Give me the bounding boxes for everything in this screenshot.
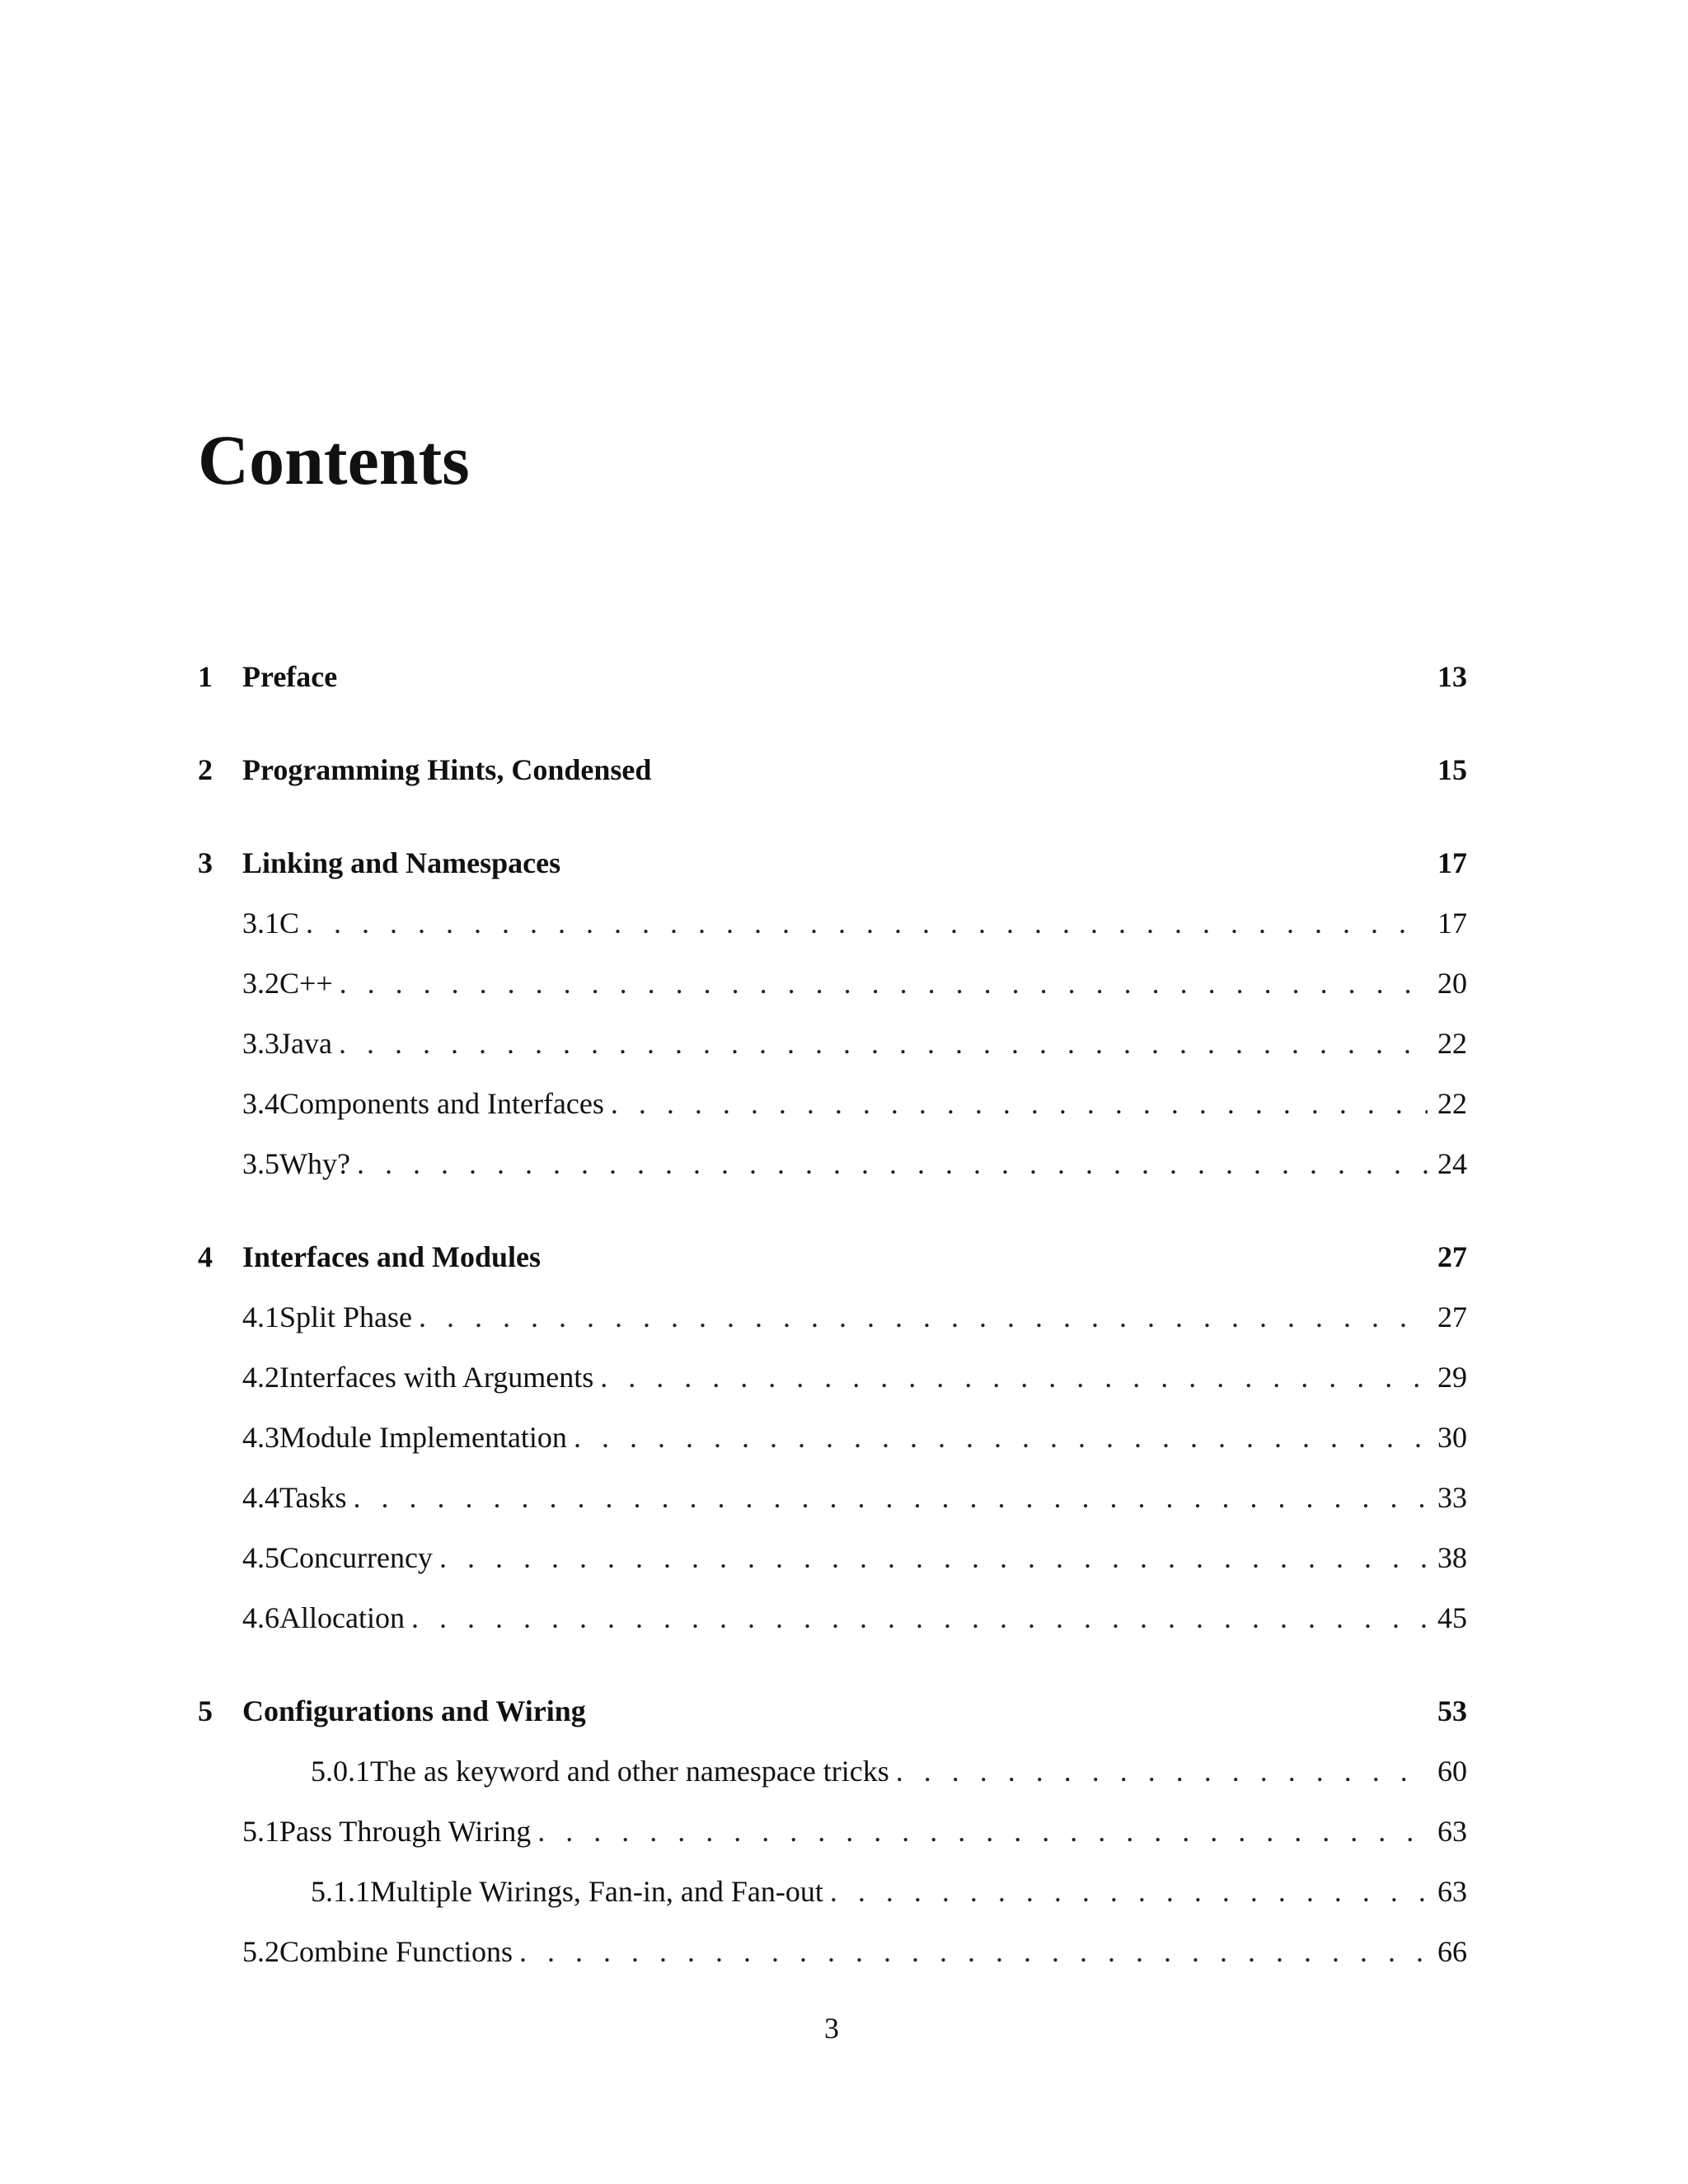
toc-entry-number: 5.1.1	[311, 1875, 370, 1908]
dot-leader	[353, 1480, 1428, 1515]
toc-section-row[interactable]	[198, 1300, 1467, 1341]
toc-entry-page[interactable]: 24	[1437, 1147, 1467, 1180]
toc-entry-page[interactable]: 53	[1437, 1694, 1467, 1727]
toc-entry-number: 3	[198, 846, 213, 879]
toc-entry-number: 3.5	[242, 1147, 279, 1180]
toc-entry-page[interactable]: 27	[1437, 1240, 1467, 1273]
toc-entry-number: 3.1	[242, 907, 279, 940]
toc-entry-number: 5.2	[242, 1935, 279, 1968]
toc-entry-page[interactable]: 63	[1437, 1875, 1467, 1908]
toc-entry-title[interactable]: Concurrency	[279, 1541, 433, 1574]
toc-section-row[interactable]	[198, 1086, 1467, 1127]
dot-leader	[306, 906, 1428, 940]
toc-entry-page[interactable]: 27	[1437, 1301, 1467, 1333]
dot-leader	[600, 1360, 1428, 1394]
toc-entry-page[interactable]: 63	[1437, 1815, 1467, 1848]
toc-section-row[interactable]	[198, 966, 1467, 1007]
toc-entry-page[interactable]: 15	[1437, 753, 1467, 786]
dot-leader	[611, 1086, 1428, 1121]
toc-section-row[interactable]	[198, 1026, 1467, 1067]
toc-section-row[interactable]	[198, 1480, 1467, 1521]
toc-entry-title[interactable]: Pass Through Wiring	[279, 1815, 532, 1848]
toc-entry-title[interactable]: Tasks	[279, 1481, 347, 1514]
toc-entry-page[interactable]: 22	[1437, 1027, 1467, 1060]
toc-entry-number: 4.4	[242, 1481, 279, 1514]
toc-entry-title[interactable]: Configurations and Wiring	[242, 1694, 586, 1727]
toc-section-row[interactable]	[198, 1360, 1467, 1401]
page-number: 3	[824, 2012, 839, 2045]
toc-entry-number: 3.4	[242, 1087, 279, 1120]
toc-chapter-row[interactable]	[198, 846, 1467, 887]
toc-entry-page[interactable]: 66	[1437, 1935, 1467, 1968]
dot-leader	[574, 1420, 1428, 1455]
toc-entry-title[interactable]: Interfaces and Modules	[242, 1240, 541, 1273]
toc-entry-number: 4.5	[242, 1541, 279, 1574]
toc-entry-number: 4.6	[242, 1601, 279, 1634]
toc-entry-title[interactable]: Programming Hints, Condensed	[242, 753, 652, 786]
toc-entry-page[interactable]: 33	[1437, 1481, 1467, 1514]
toc-entry-page[interactable]: 30	[1437, 1421, 1467, 1454]
dot-leader	[411, 1601, 1428, 1635]
toc-entry-page[interactable]: 17	[1437, 846, 1467, 879]
toc-entry-title[interactable]: Module Implementation	[279, 1421, 567, 1454]
toc-entry-title[interactable]: Linking and Namespaces	[242, 846, 561, 879]
toc-entry-title[interactable]: Preface	[242, 660, 338, 693]
toc-entry-title[interactable]: The as keyword and other namespace tricks	[370, 1755, 889, 1788]
dot-leader	[340, 966, 1428, 1001]
toc-entry-title[interactable]: C++	[279, 967, 333, 1000]
toc-entry-title[interactable]: Java	[279, 1027, 332, 1060]
toc-section-row[interactable]	[198, 906, 1467, 947]
toc-entry-title[interactable]: C	[279, 907, 300, 940]
toc-chapter-row[interactable]	[198, 1240, 1467, 1281]
toc-section-row[interactable]	[198, 1601, 1467, 1642]
dot-leader	[830, 1874, 1428, 1909]
toc-entry-title[interactable]: Interfaces with Arguments	[279, 1361, 594, 1394]
dot-leader	[339, 1026, 1428, 1061]
dot-leader	[896, 1754, 1428, 1788]
dot-leader	[439, 1540, 1428, 1575]
toc-section-row[interactable]	[198, 1420, 1467, 1461]
toc-chapter-row[interactable]	[198, 1694, 1467, 1735]
toc-entry-number: 4.1	[242, 1301, 279, 1333]
toc-subsection-row[interactable]	[198, 1874, 1467, 1915]
toc-entry-page[interactable]: 45	[1437, 1601, 1467, 1634]
toc-entry-page[interactable]: 22	[1437, 1087, 1467, 1120]
toc-entry-title[interactable]: Multiple Wirings, Fan-in, and Fan-out	[370, 1875, 823, 1908]
dot-leader	[537, 1814, 1428, 1849]
toc-section-row[interactable]	[198, 1540, 1467, 1582]
toc-entry-page[interactable]: 17	[1437, 907, 1467, 940]
toc-entry-page[interactable]: 20	[1437, 967, 1467, 1000]
toc-entry-number: 4	[198, 1240, 213, 1273]
toc-section-row[interactable]	[198, 1934, 1467, 1975]
page-title: Contents	[198, 420, 470, 499]
toc-subsection-row[interactable]	[198, 1754, 1467, 1795]
toc-section-row[interactable]	[198, 1814, 1467, 1855]
toc-chapter-row[interactable]	[198, 659, 1467, 701]
toc-entry-title[interactable]: Why?	[279, 1147, 350, 1180]
toc-entry-number: 4.2	[242, 1361, 279, 1394]
toc-entry-number: 3.3	[242, 1027, 279, 1060]
toc-entry-number: 5.1	[242, 1815, 279, 1848]
toc-chapter-row[interactable]	[198, 752, 1467, 794]
toc-entry-title[interactable]: Combine Functions	[279, 1935, 513, 1968]
toc-entry-page[interactable]: 29	[1437, 1361, 1467, 1394]
toc-entry-number: 5	[198, 1694, 213, 1727]
toc-entry-number: 2	[198, 753, 213, 786]
dot-leader	[419, 1300, 1428, 1334]
toc-entry-title[interactable]: Components and Interfaces	[279, 1087, 604, 1120]
toc-entry-number: 5.0.1	[311, 1755, 370, 1788]
toc-entry-number: 4.3	[242, 1421, 279, 1454]
toc-entry-page[interactable]: 13	[1437, 660, 1467, 693]
toc-entry-page[interactable]: 60	[1437, 1755, 1467, 1788]
toc-entry-title[interactable]: Allocation	[279, 1601, 405, 1634]
dot-leader	[519, 1934, 1428, 1969]
toc-section-row[interactable]	[198, 1146, 1467, 1188]
toc-entry-number: 3.2	[242, 967, 279, 1000]
toc-entry-number: 1	[198, 660, 213, 693]
toc-entry-page[interactable]: 38	[1437, 1541, 1467, 1574]
dot-leader	[357, 1146, 1428, 1181]
toc-entry-title[interactable]: Split Phase	[279, 1301, 413, 1333]
